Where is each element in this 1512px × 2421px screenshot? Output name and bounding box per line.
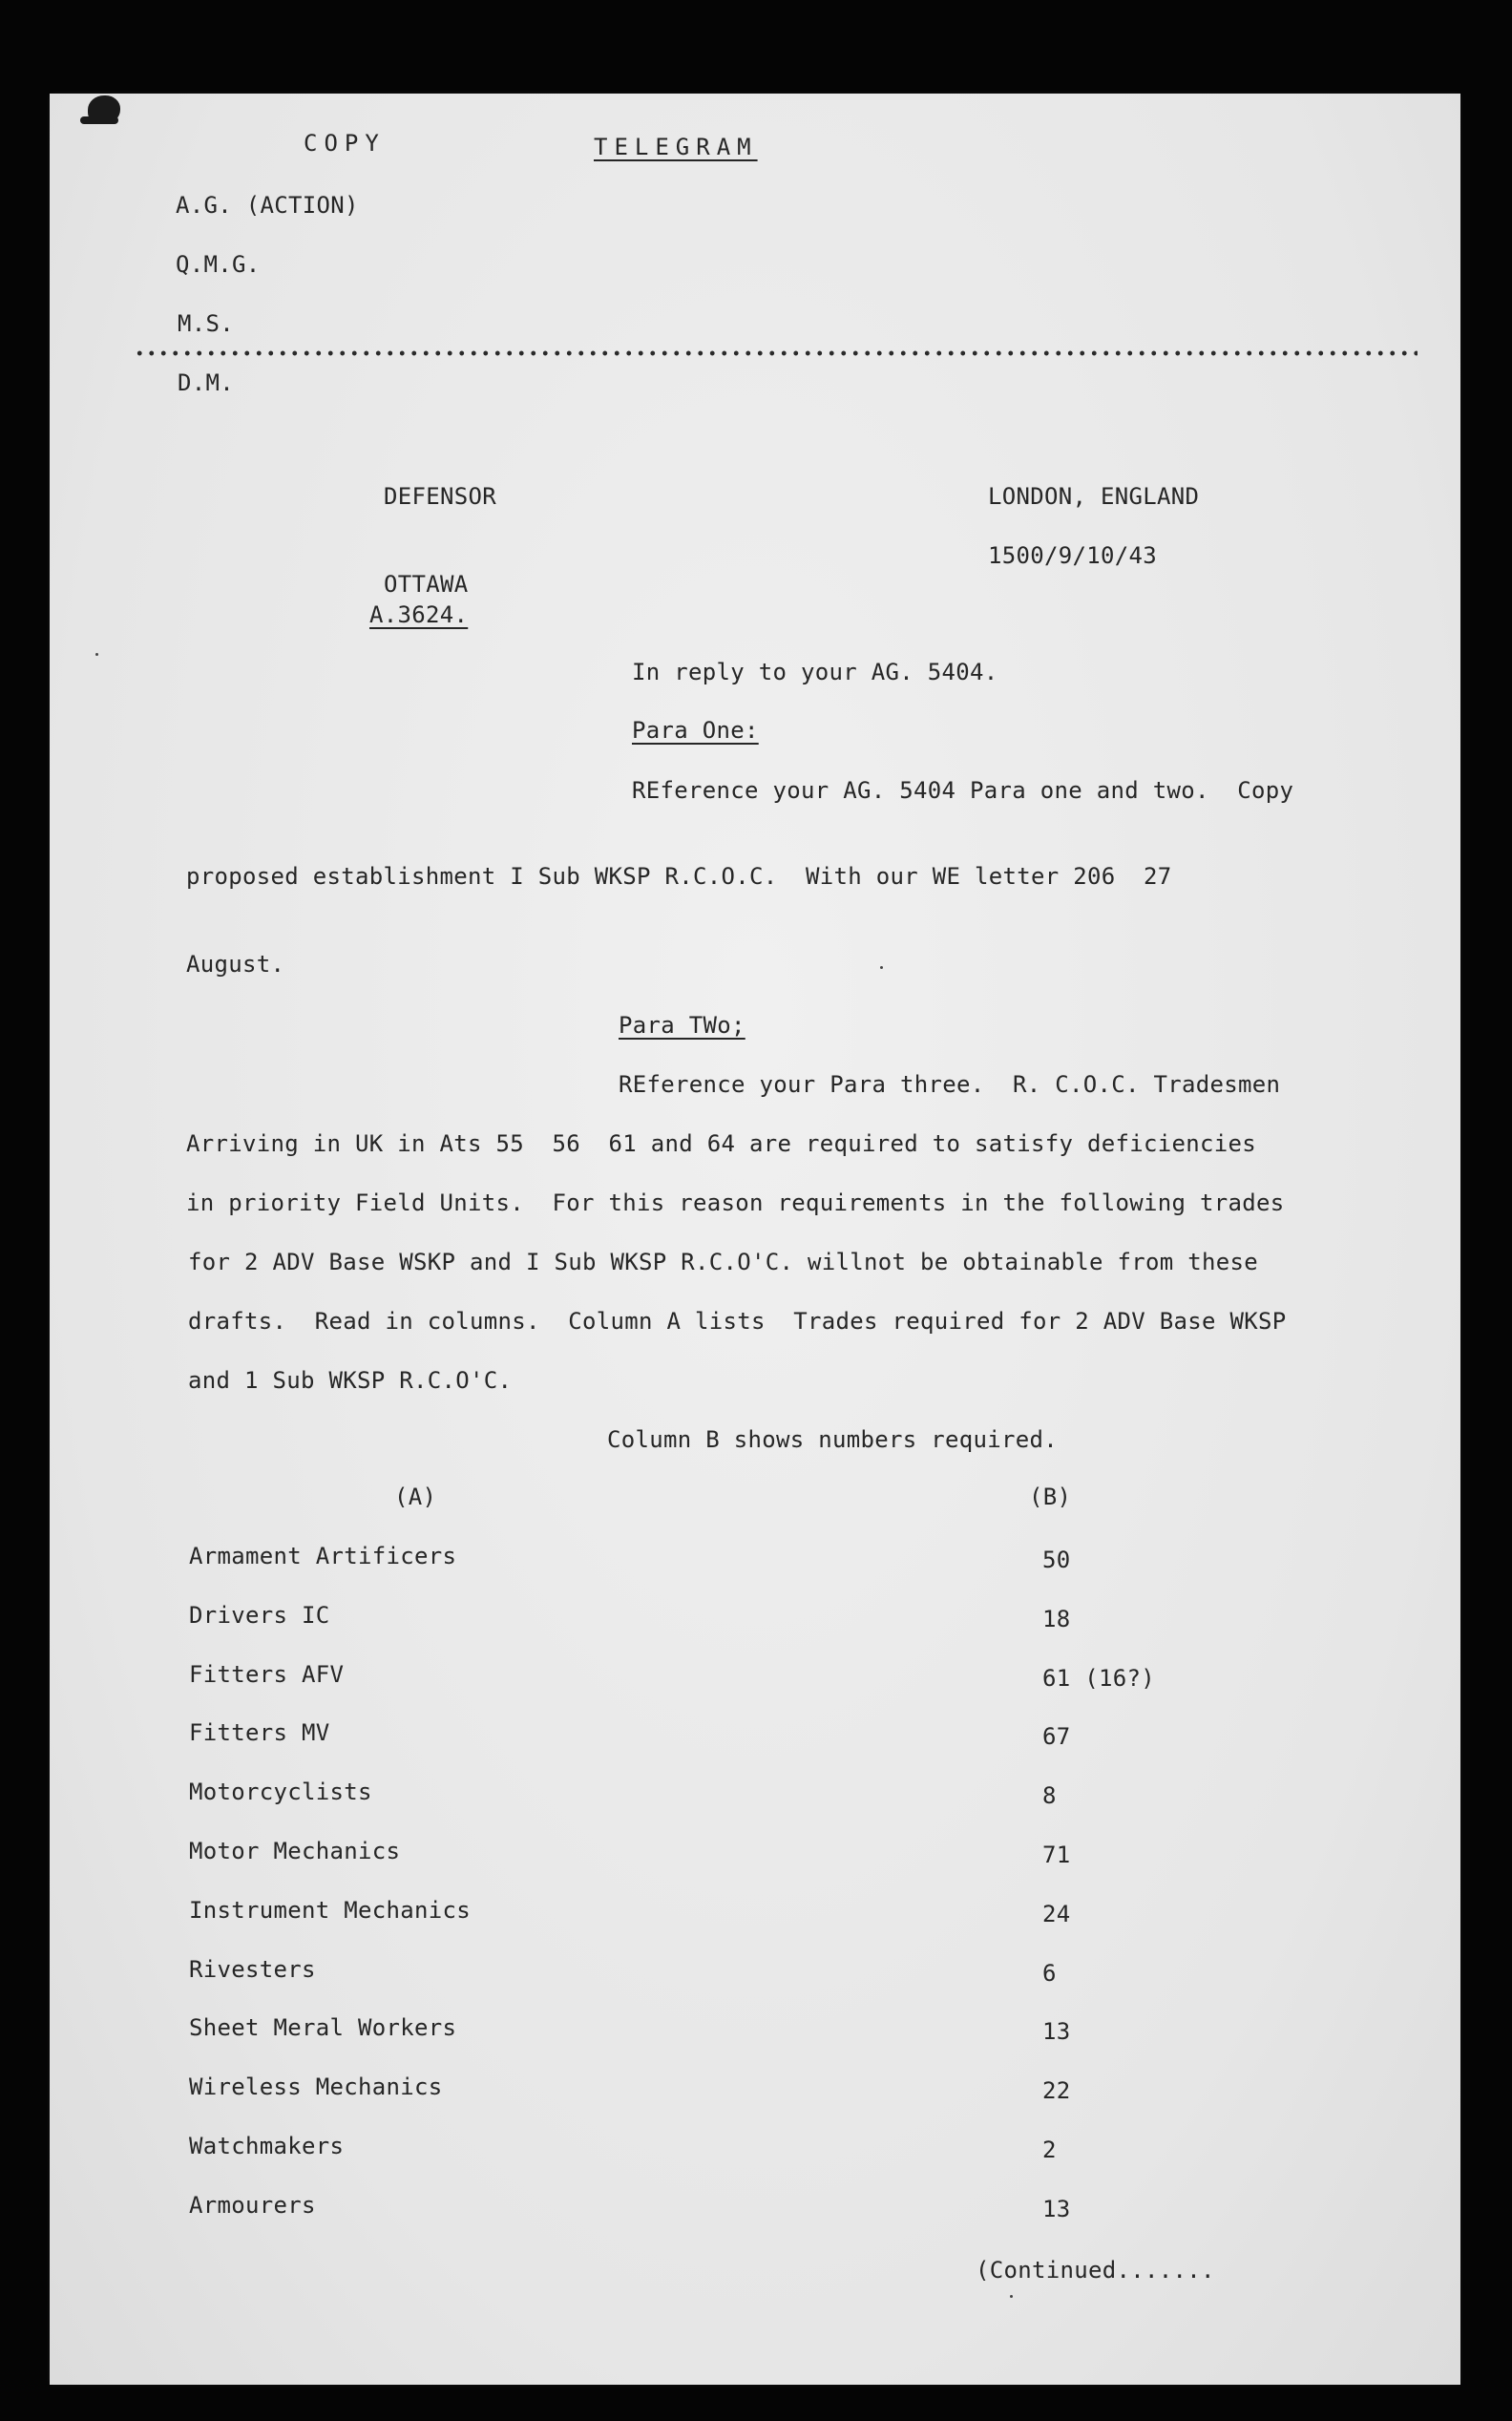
trade-name: Motorcyclists: [189, 1779, 372, 1805]
trade-number: 50: [1042, 1547, 1071, 1573]
para-two-line-5: drafts. Read in columns. Column A lists Trades required for 2 ADV Base WKSP: [188, 1308, 1287, 1335]
addressee-name: DEFENSOR: [384, 483, 496, 510]
telegram-heading: TELEGRAM: [594, 134, 758, 160]
speck: [95, 653, 98, 656]
trade-number: 71: [1042, 1842, 1071, 1868]
trade-name: Fitters AFV: [189, 1661, 345, 1688]
recipient-dm: D.M.: [178, 369, 234, 396]
dotted-separator: [134, 350, 1418, 356]
trade-name: Wireless Mechanics: [189, 2074, 443, 2100]
trade-name: Armament Artificers: [189, 1543, 457, 1569]
trade-number: 8: [1042, 1782, 1057, 1809]
reply-line: In reply to your AG. 5404.: [632, 659, 998, 685]
trade-name: Rivesters: [189, 1956, 316, 1983]
speck: [1010, 2295, 1013, 2298]
recipient-qmg: Q.M.G.: [176, 251, 261, 278]
trade-number: 13: [1042, 2196, 1071, 2222]
para-one-heading: Para One:: [632, 717, 759, 744]
trade-number: 61 (16?): [1042, 1665, 1155, 1692]
trade-name: Armourers: [189, 2192, 316, 2219]
trade-number: 67: [1042, 1723, 1071, 1750]
column-b-header: (B): [1029, 1484, 1072, 1510]
para-two-line-2: Arriving in UK in Ats 55 56 61 and 64 are required to satisfy deficiencies: [186, 1130, 1256, 1157]
trade-number: 6: [1042, 1960, 1057, 1987]
recipient-ms: M.S.: [178, 310, 234, 337]
speck: [880, 966, 883, 969]
trade-name: Watchmakers: [189, 2133, 345, 2159]
para-two-line-6: and 1 Sub WKSP R.C.O'C.: [188, 1367, 513, 1394]
para-two-heading: Para TWo;: [619, 1012, 746, 1039]
para-two-line-4: for 2 ADV Base WSKP and I Sub WKSP R.C.O'C. willnot be obtainable from these: [188, 1249, 1258, 1275]
recipient-ag: A.G. (ACTION): [176, 192, 359, 219]
origin-time: 1500/9/10/43: [988, 542, 1157, 569]
telegram-page: [50, 94, 1460, 2385]
copy-heading: COPY: [304, 130, 386, 157]
addressee-reference: A.3624.: [369, 601, 469, 628]
trade-number: 24: [1042, 1901, 1071, 1927]
para-one-line-3: August.: [186, 951, 285, 978]
trade-number: 18: [1042, 1606, 1071, 1632]
trade-name: Fitters MV: [189, 1719, 330, 1746]
continued-note: (Continued.......: [976, 2257, 1215, 2284]
trade-name: Motor Mechanics: [189, 1838, 401, 1864]
para-one-line-2: proposed establishment I Sub WKSP R.C.O.C. With our WE letter 206 27: [186, 863, 1172, 890]
trade-number: 13: [1042, 2018, 1071, 2045]
trade-number: 2: [1042, 2137, 1057, 2163]
trade-name: Drivers IC: [189, 1602, 330, 1629]
para-two-line-1: REference your Para three. R. C.O.C. Tradesmen: [619, 1071, 1281, 1098]
addressee-city: OTTAWA: [384, 571, 469, 598]
trade-name: Sheet Meral Workers: [189, 2014, 457, 2041]
ink-blot-tail: [80, 116, 118, 124]
column-a-header: (A): [394, 1484, 437, 1510]
trade-name: Instrument Mechanics: [189, 1897, 471, 1924]
column-b-note: Column B shows numbers required.: [607, 1426, 1058, 1453]
para-one-line-1: REference your AG. 5404 Para one and two. Copy: [632, 777, 1294, 804]
para-two-line-3: in priority Field Units. For this reason requirements in the following trades: [186, 1189, 1285, 1216]
origin-place: LONDON, ENGLAND: [988, 483, 1200, 510]
trade-number: 22: [1042, 2077, 1071, 2104]
